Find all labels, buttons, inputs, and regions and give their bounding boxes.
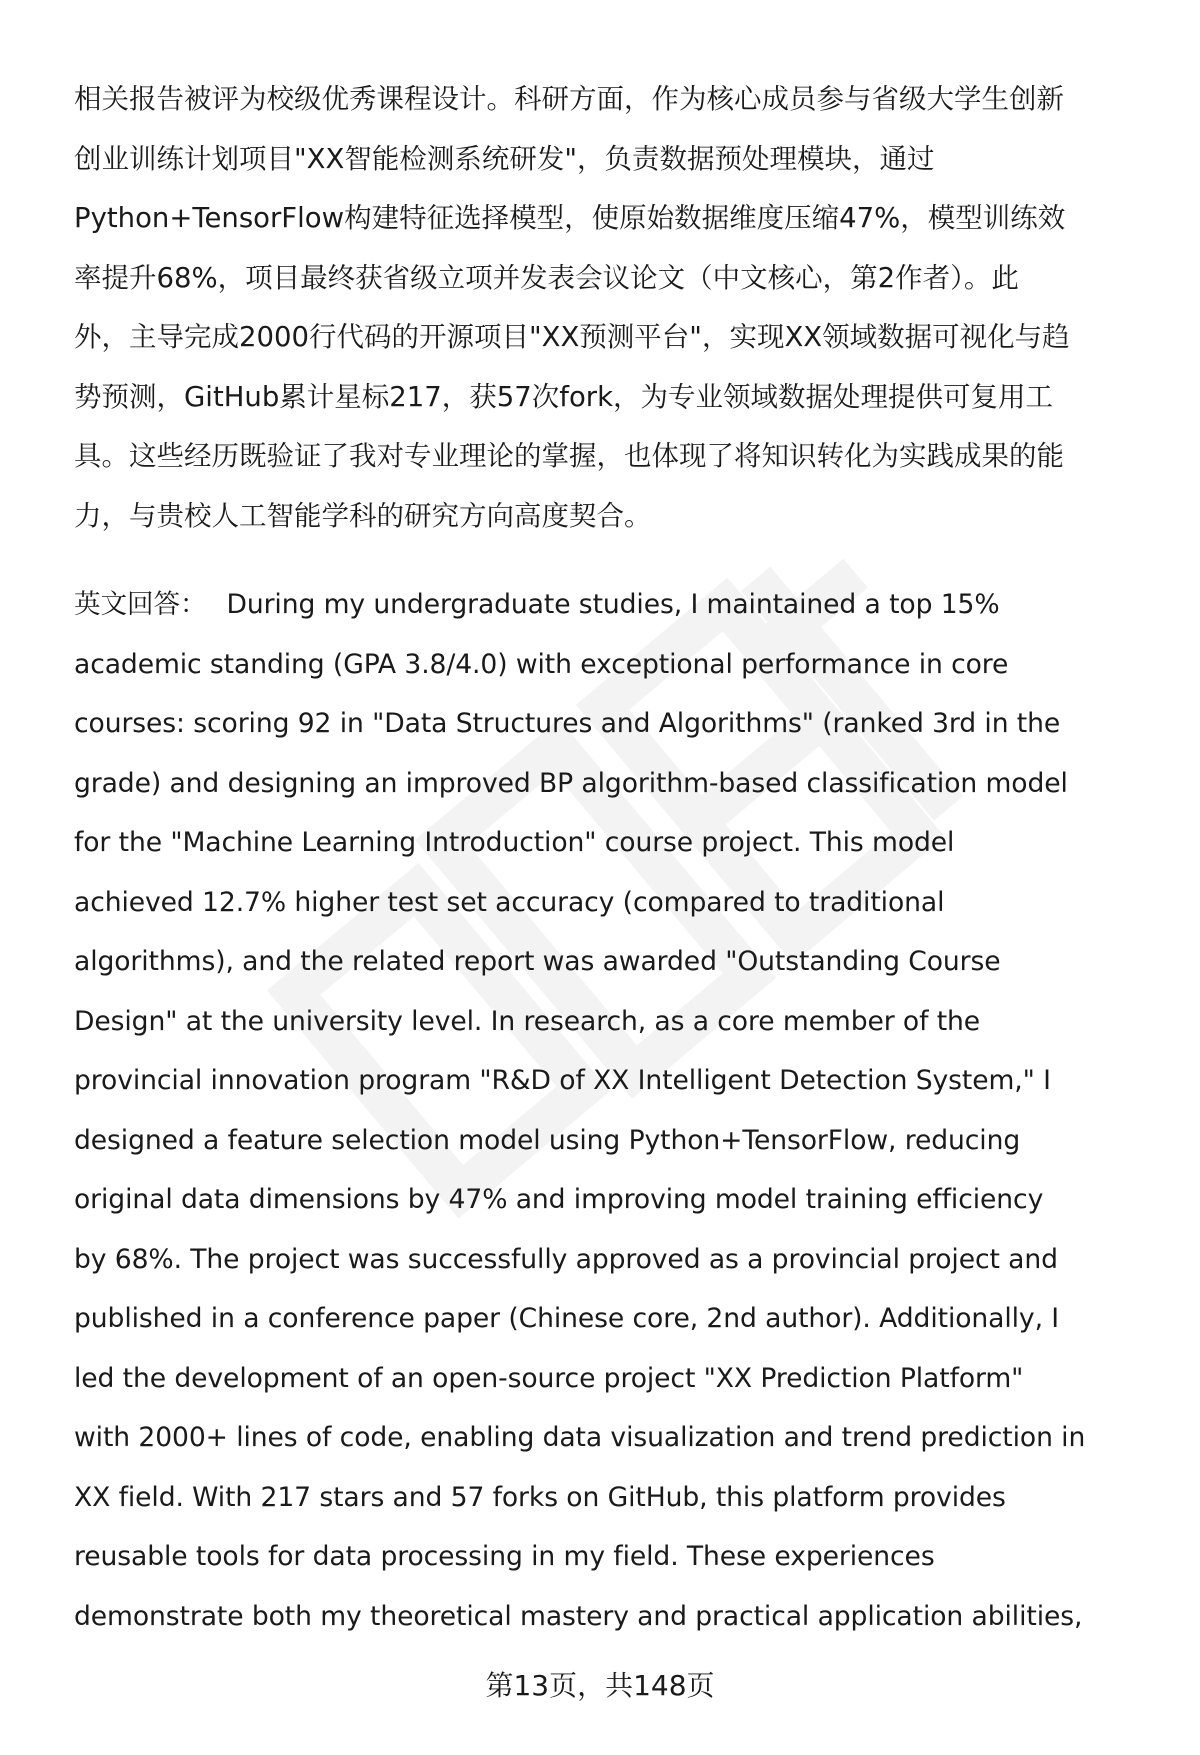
english-text-line: published in a conference paper (Chinese core, 2nd author). Additionally, I xyxy=(74,1303,1060,1334)
english-text-line: courses: scoring 92 in "Data Structures and Algorithms" (ranked 3rd in the xyxy=(74,708,1061,739)
english-answer-paragraph xyxy=(74,575,1164,1646)
english-text-line: led the development of an open-source project "XX Prediction Platform" xyxy=(74,1362,1024,1394)
english-text-line: original data dimensions by 47% and improving model training efficiency xyxy=(74,1184,1044,1215)
english-text-line: reusable tools for data processing in my field. These experiences xyxy=(74,1541,935,1572)
chinese-text-line: 相关报告被评为校级优秀课程设计。科研方面，作为核心成员参与省级大学生创新 xyxy=(74,83,1064,115)
english-text-line: achieved 12.7% higher test set accuracy (compared to traditional xyxy=(74,886,945,918)
english-text-line: by 68%. The project was successfully approved as a provincial project and xyxy=(74,1243,1058,1275)
english-first-line-text: During my undergraduate studies, I maintained a top 15% xyxy=(226,589,1000,620)
paragraph-gap xyxy=(74,546,1164,575)
chinese-text-line: 势预测，GitHub累计星标217，获57次fork，为专业领域数据处理提供可复用工 xyxy=(74,380,1054,413)
english-first-line xyxy=(74,575,1164,635)
english-text-line: provincial innovation program "R&D of XX Intelligent Detection System," I xyxy=(74,1065,1051,1096)
english-text-line: XX field. With 217 stars and 57 forks on GitHub, this platform provides xyxy=(74,1481,1006,1513)
english-text-line: academic standing (GPA 3.8/4.0) with exceptional performance in core xyxy=(74,648,1009,680)
chinese-text-line: 率提升68%，项目最终获省级立项并发表会议论文（中文核心，第2作者）。此 xyxy=(74,261,1019,294)
english-text-line: Design" at the university level. In research, as a core member of the xyxy=(74,1005,981,1037)
chinese-paragraph xyxy=(74,70,1164,546)
chinese-text-line: 力，与贵校人工智能学科的研究方向高度契合。 xyxy=(74,499,652,532)
chinese-text-line: Python+TensorFlow构建特征选择模型，使原始数据维度压缩47%，模型训练效 xyxy=(74,202,1066,234)
chinese-text-line: 具。这些经历既验证了我对专业理论的掌握，也体现了将知识转化为实践成果的能 xyxy=(74,440,1064,472)
english-text-line: demonstrate both my theoretical mastery and practical application abilities, xyxy=(74,1600,1083,1632)
english-text-line: designed a feature selection model using Python+TensorFlow, reducing xyxy=(74,1124,1021,1156)
english-answer-label: 英文回答： xyxy=(74,589,207,620)
english-text-line: for the "Machine Learning Introduction" course project. This model xyxy=(74,827,955,858)
chinese-text-line: 外，主导完成2000行代码的开源项目"XX预测平台"，实现XX领域数据可视化与趋 xyxy=(74,321,1070,353)
page-number-footer: 第13页，共148页 xyxy=(485,1669,715,1702)
english-text-line: grade) and designing an improved BP algorithm-based classification model xyxy=(74,767,1068,799)
english-text-line: with 2000+ lines of code, enabling data visualization and trend prediction in xyxy=(74,1422,1086,1453)
document-body xyxy=(74,70,1164,1646)
english-text-line: algorithms), and the related report was awarded "Outstanding Course xyxy=(74,946,1001,977)
english-lines xyxy=(74,635,1164,1647)
chinese-text-line: 创业训练计划项目"XX智能检测系统研发"，负责数据预处理模块，通过 xyxy=(74,142,935,175)
